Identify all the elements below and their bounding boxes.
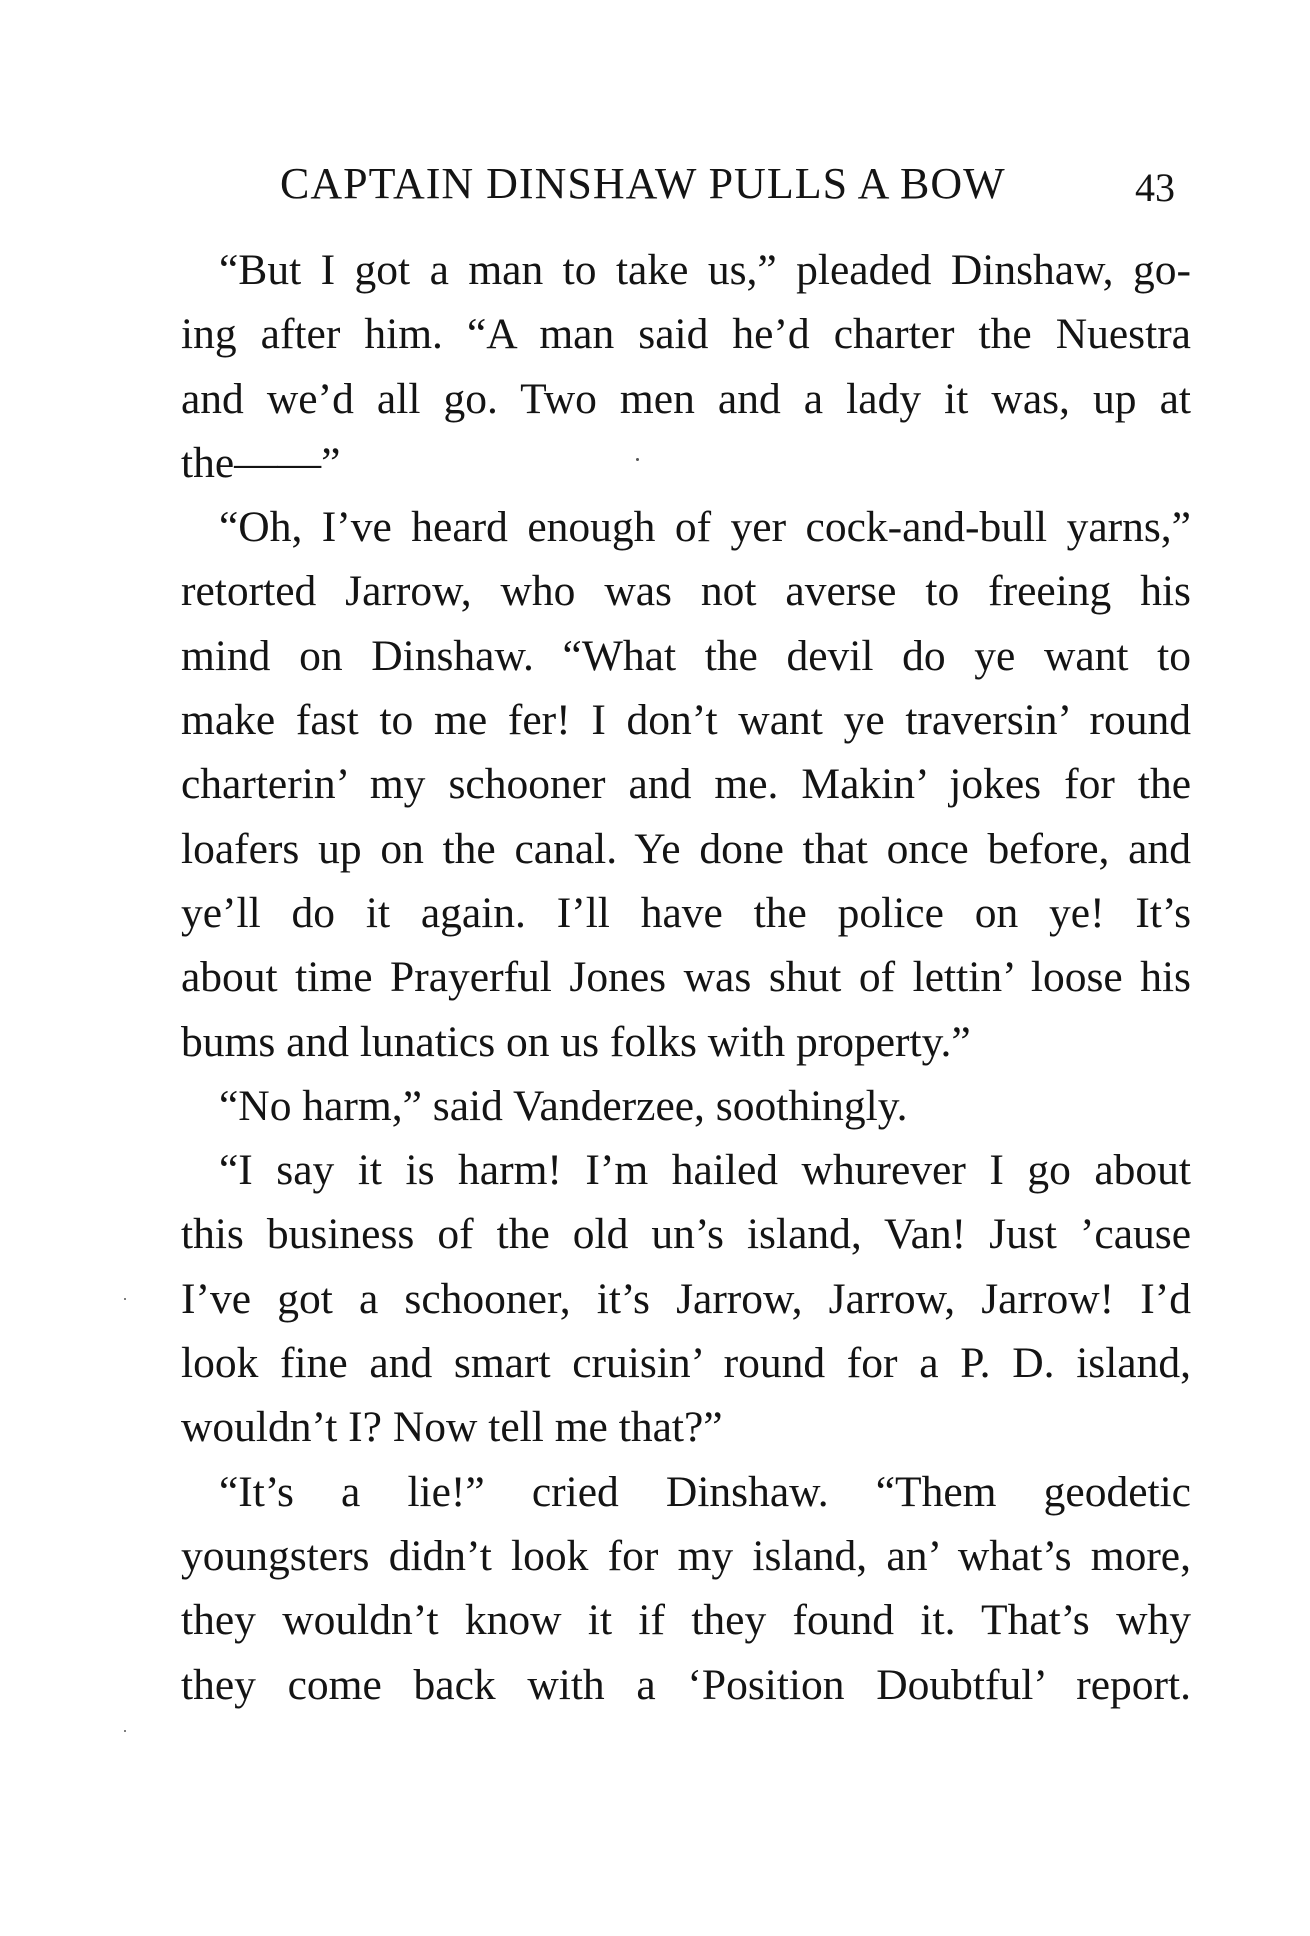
text-line: mind on Dinshaw. “What the devil do ye want to <box>181 631 1191 680</box>
text-line: and we’d all go. Two men and a lady it was, up at <box>181 374 1191 423</box>
text-line: ye’ll do it again. I’ll have the police on ye! It’s <box>181 888 1191 937</box>
text-line: “But I got a man to take us,” pleaded Dinshaw, go- <box>219 246 1191 294</box>
text-line: they wouldn’t know it if they found it. That’s why <box>181 1596 1191 1645</box>
text-line: “Oh, I’ve heard enough of yer cock-and-bull yarns,” <box>219 503 1191 552</box>
text-line: wouldn’t I? Now tell me that?” <box>181 1403 723 1452</box>
text-line: “It’s a lie!” cried Dinshaw. “Them geodetic <box>219 1467 1191 1516</box>
print-speck <box>124 1730 126 1732</box>
text-line: bums and lunatics on us folks with property.” <box>181 1017 971 1066</box>
running-head: CAPTAIN DINSHAW PULLS A BOW <box>280 159 1006 208</box>
print-speck <box>636 458 639 461</box>
text-line: they come back with a ‘Position Doubtful’ report. <box>181 1660 1191 1709</box>
text-line: look fine and smart cruisin’ round for a P. D. island, <box>181 1339 1191 1388</box>
text-line: “No harm,” said Vanderzee, soothingly. <box>219 1081 908 1130</box>
text-line: ing after him. “A man said he’d charter the Nuestra <box>181 310 1191 359</box>
text-line: “I say it is harm! I’m hailed whurever I go about <box>219 1146 1191 1195</box>
text-line: the——” <box>181 438 341 487</box>
page-header <box>280 158 1200 218</box>
text-line: loafers up on the canal. Ye done that once before, and <box>181 824 1191 873</box>
text-line: youngsters didn’t look for my island, an’ what’s more, <box>181 1531 1191 1580</box>
text-line: I’ve got a schooner, it’s Jarrow, Jarrow, Jarrow! I’d <box>181 1274 1191 1323</box>
text-line: retorted Jarrow, who was not averse to freeing his <box>181 567 1191 616</box>
print-speck <box>124 1298 126 1300</box>
page-number: 43 <box>1135 165 1175 210</box>
text-line: charterin’ my schooner and me. Makin’ jokes for the <box>181 760 1191 809</box>
text-line: about time Prayerful Jones was shut of lettin’ loose his <box>181 953 1191 1002</box>
text-line: make fast to me fer! I don’t want ye traversin’ round <box>181 696 1191 745</box>
text-line: this business of the old un’s island, Van! Just ’cause <box>181 1210 1191 1259</box>
body-text <box>181 238 1191 1717</box>
